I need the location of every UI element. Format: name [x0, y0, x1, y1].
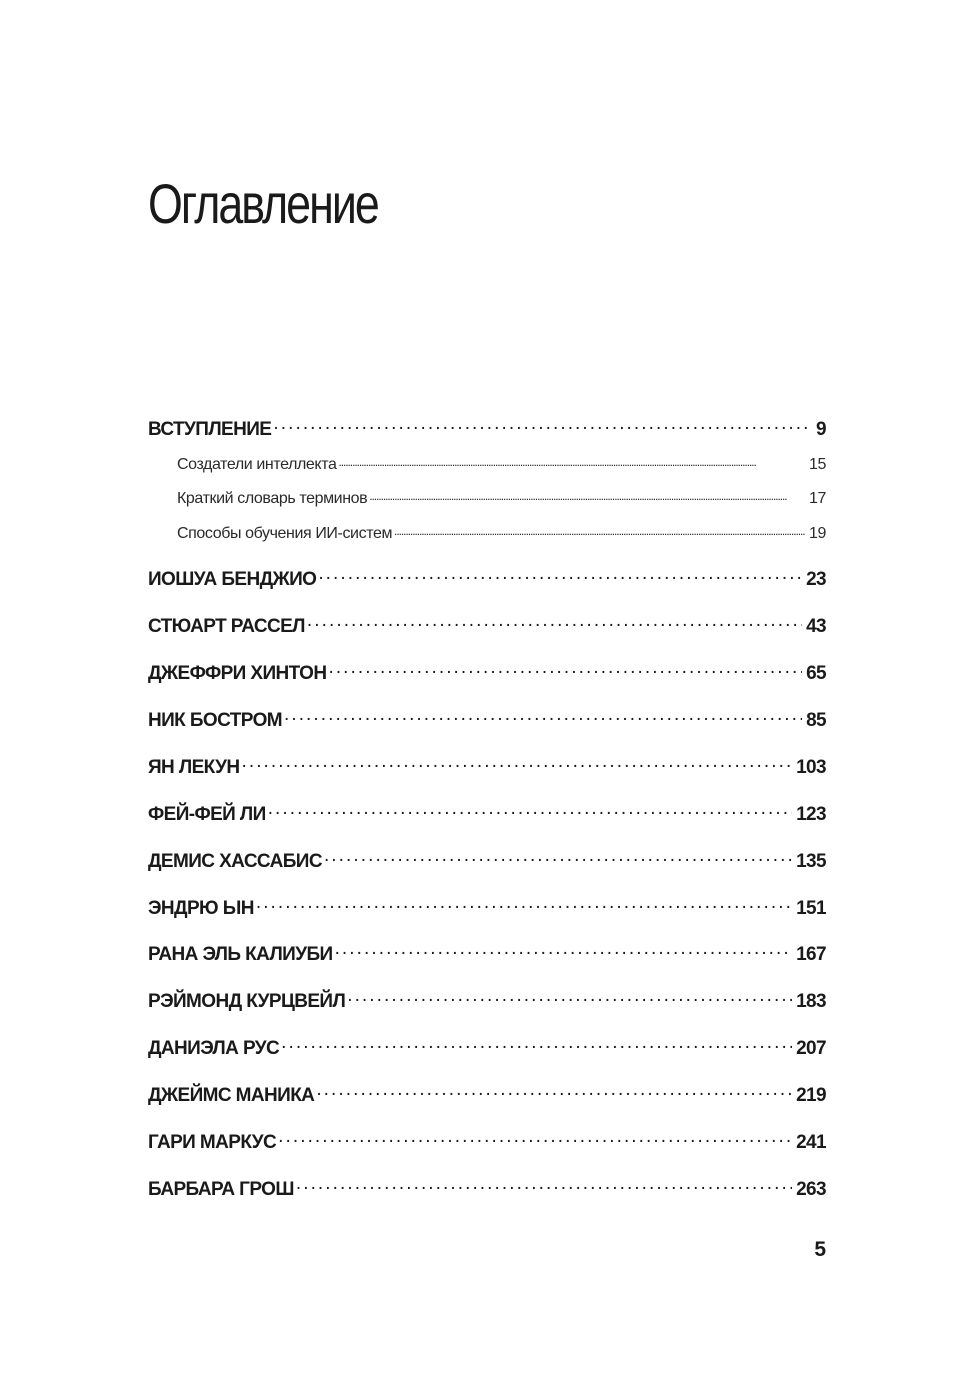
toc-entry[interactable]: [148, 1082, 826, 1107]
toc-entry-page: 43: [806, 616, 826, 637]
toc-entry-label: СТЮАРТ РАССЕЛ: [148, 616, 305, 637]
dot-leader: [273, 416, 812, 435]
toc-entry-page: 207: [796, 1038, 826, 1059]
toc-entry-label: НИК БОСТРОМ: [148, 710, 282, 731]
toc-entry-label: ДАНИЭЛА РУС: [148, 1038, 280, 1059]
toc-entry-label: Способы обучения ИИ-систем: [177, 525, 393, 542]
toc-entry-page: 241: [796, 1132, 826, 1153]
toc-entry-label: Создатели интеллекта: [177, 456, 337, 473]
toc-entry-label: Краткий словарь терминов: [177, 490, 368, 507]
dot-leader: [316, 1082, 792, 1101]
toc-entry-label: ДЖЕФФРИ ХИНТОН: [148, 663, 327, 684]
dot-leader: [347, 988, 792, 1007]
toc-entry-page: 167: [796, 944, 826, 965]
toc-entry[interactable]: [148, 895, 826, 920]
dot-leader: [278, 1129, 792, 1148]
toc-entry-page: 183: [796, 991, 826, 1012]
dot-leader: [338, 453, 805, 469]
dot-leader: [369, 487, 805, 503]
toc-entry[interactable]: [148, 707, 826, 732]
toc-entry-label: РЭЙМОНД КУРЦВЕЙЛ: [148, 991, 346, 1012]
toc-entry-page: 123: [796, 804, 826, 825]
toc-entry[interactable]: [148, 941, 826, 966]
toc-subentry-glossary[interactable]: [177, 487, 826, 508]
toc-subentry-learning-methods[interactable]: [177, 522, 826, 543]
toc-entry[interactable]: [148, 801, 826, 826]
toc-entry[interactable]: [148, 1176, 826, 1201]
toc-entry-label: ЭНДРЮ ЫН: [148, 898, 254, 919]
toc-entry-page: 19: [809, 525, 826, 542]
toc-entry-page: 263: [796, 1179, 826, 1200]
toc-entry-label: ДЖЕЙМС МАНИКА: [148, 1085, 315, 1106]
toc-entry-page: 23: [806, 569, 826, 590]
toc-entry[interactable]: [148, 988, 826, 1013]
toc-entry-page: 65: [806, 663, 826, 684]
toc-entry-label: РАНА ЭЛЬ КАЛИУБИ: [148, 944, 333, 965]
dot-leader: [324, 848, 792, 867]
toc-entry-page: 9: [816, 419, 826, 440]
toc-entry-introduction[interactable]: [148, 416, 826, 441]
dot-leader: [241, 754, 792, 773]
dot-leader: [335, 941, 793, 960]
toc-entry[interactable]: [148, 754, 826, 779]
toc-entry-label: ВСТУПЛЕНИЕ: [148, 419, 272, 440]
toc-entry-label: ФЕЙ-ФЕЙ ЛИ: [148, 804, 266, 825]
dot-leader: [307, 613, 802, 632]
dot-leader: [281, 1035, 792, 1054]
dot-leader: [284, 707, 802, 726]
toc-subentry-creators[interactable]: [177, 453, 826, 474]
toc-entry-label: ДЕМИС ХАССАБИС: [148, 851, 322, 872]
toc-entry[interactable]: [148, 660, 826, 685]
toc-entry-label: ГАРИ МАРКУС: [148, 1132, 277, 1153]
dot-leader: [296, 1176, 792, 1195]
dot-leader: [256, 895, 792, 914]
toc-entry-label: БАРБАРА ГРОШ: [148, 1179, 294, 1200]
toc-entry[interactable]: [148, 848, 826, 873]
toc-entry[interactable]: [148, 566, 826, 591]
toc-entry[interactable]: [148, 1129, 826, 1154]
toc-entry-page: 17: [809, 490, 826, 507]
page-number: 5: [814, 1238, 826, 1261]
dot-leader: [394, 522, 805, 538]
dot-leader: [328, 660, 802, 679]
toc-entry-page: 103: [796, 757, 826, 778]
toc-entry-page: 15: [809, 456, 826, 473]
toc-entry[interactable]: [148, 1035, 826, 1060]
page-title: Оглавление: [148, 172, 378, 235]
toc-entry[interactable]: [148, 613, 826, 638]
toc-entry-page: 219: [796, 1085, 826, 1106]
toc-entry-label: ИОШУА БЕНДЖИО: [148, 569, 317, 590]
toc-entry-page: 151: [796, 898, 826, 919]
toc-entry-page: 135: [796, 851, 826, 872]
dot-leader: [318, 566, 802, 585]
toc-entry-label: ЯН ЛЕКУН: [148, 757, 240, 778]
toc-entry-page: 85: [806, 710, 826, 731]
dot-leader: [268, 801, 792, 820]
